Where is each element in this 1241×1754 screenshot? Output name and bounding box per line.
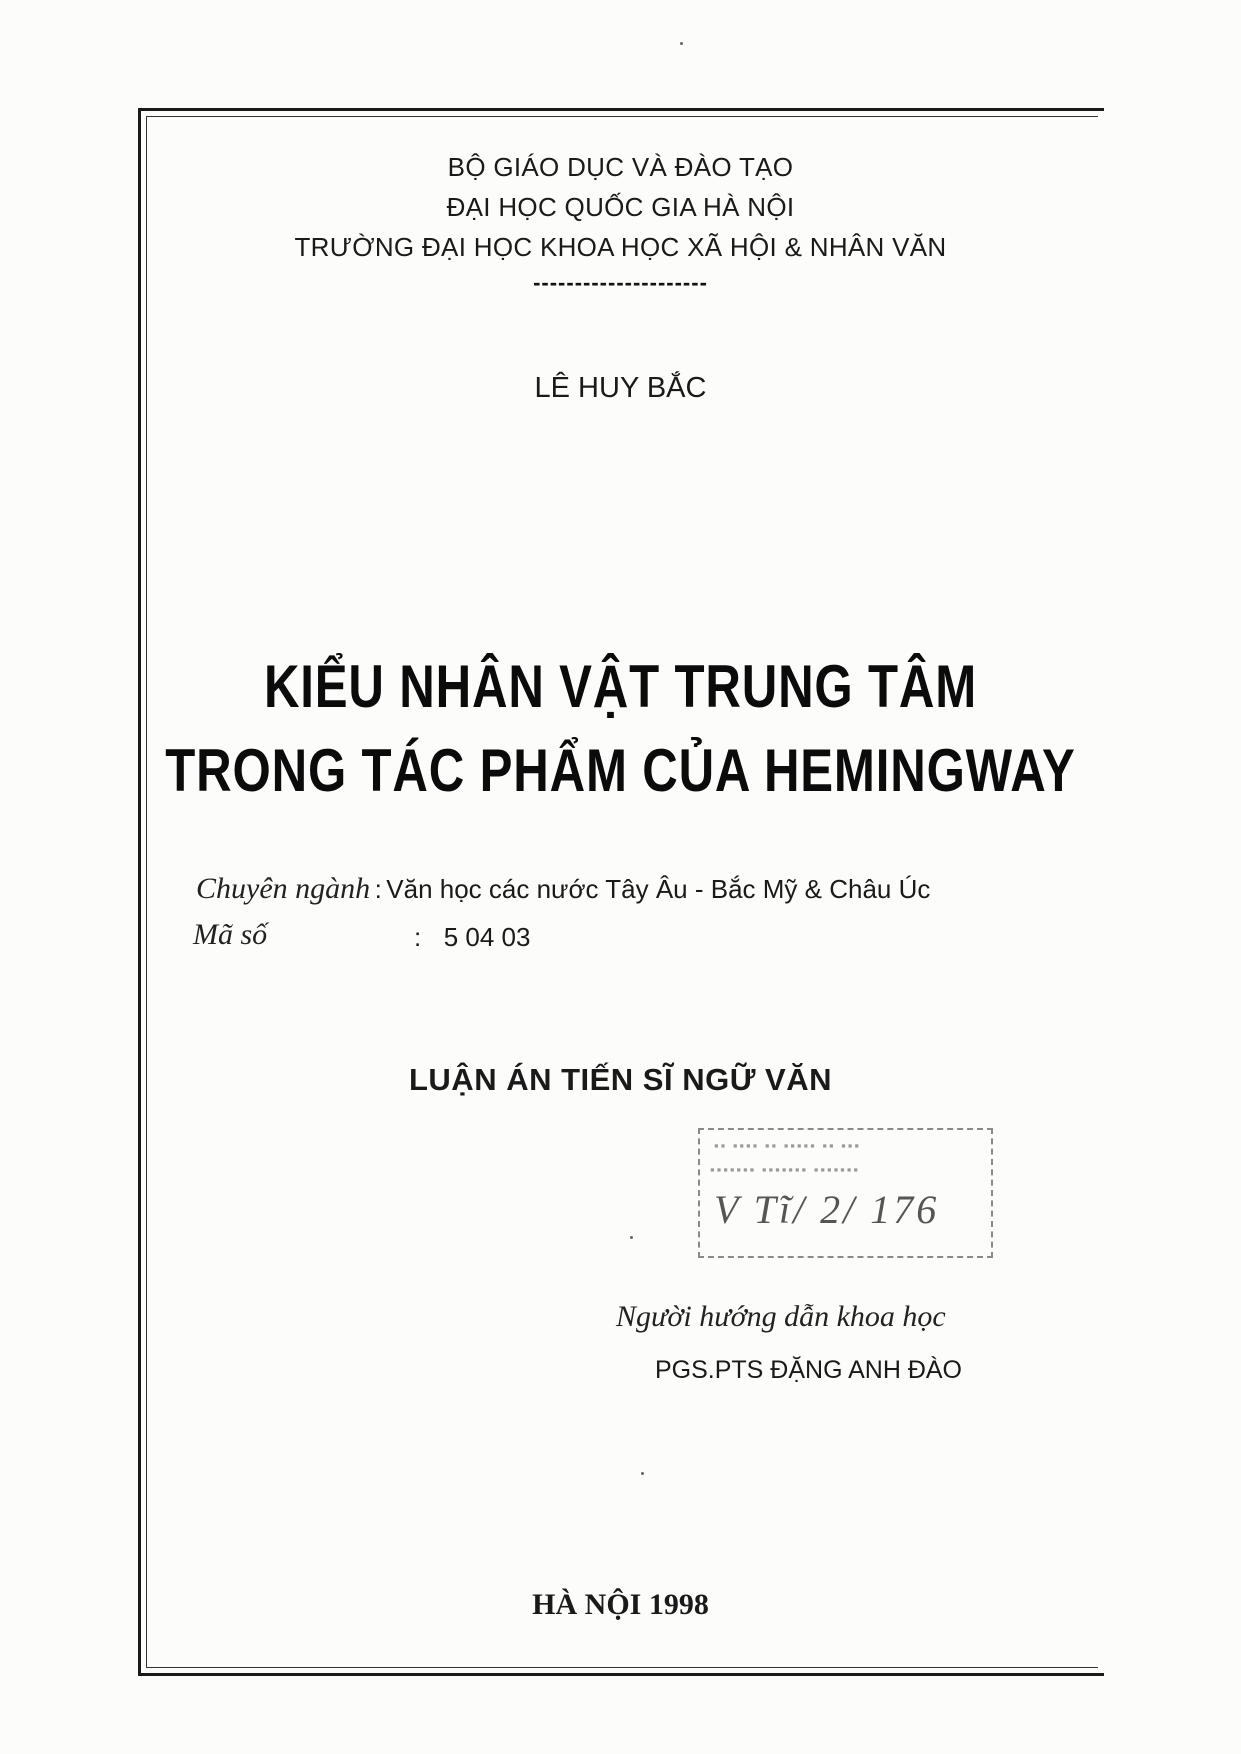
library-stamp <box>698 1128 993 1258</box>
code-label: Mã số <box>193 918 268 951</box>
university-heading: ĐẠI HỌC QUỐC GIA HÀ NỘI <box>446 192 795 222</box>
major-separator: : <box>374 874 382 904</box>
thesis-title-line2: TRONG TÁC PHẨM CỦA HEMINGWAY <box>165 737 1076 804</box>
header-separator: --------------------- <box>533 270 708 295</box>
advisor-name: PGS.PTS ĐẶNG ANH ĐÀO <box>655 1356 963 1384</box>
place-and-year: HÀ NỘI 1998 <box>532 1588 709 1621</box>
major-row <box>196 872 930 906</box>
degree-title: LUẬN ÁN TIẾN SĨ NGỮ VĂN <box>408 1062 832 1097</box>
major-label: Chuyên ngành <box>196 872 371 905</box>
major-value: Văn học các nước Tây Âu - Bắc Mỹ & Châu Úc <box>386 874 931 904</box>
stamp-faded-line: ▪▪▪▪▪▪▪ ▪▪▪▪▪▪▪ ▪▪▪▪▪▪▪ <box>710 1162 860 1177</box>
thesis-title-line1: KIỂU NHÂN VẬT TRUNG TÂM <box>263 653 978 720</box>
author-name: LÊ HUY BẮC <box>534 372 707 404</box>
ministry-heading: BỘ GIÁO DỤC VÀ ĐÀO TẠO <box>447 152 794 182</box>
code-value: 5 04 03 <box>443 922 531 952</box>
scan-speck <box>680 42 683 45</box>
stamp-handwritten-number: V Tĩ/ 2/ 176 <box>714 1187 940 1232</box>
code-value-row <box>414 922 530 953</box>
advisor-label: Người hướng dẫn khoa học <box>616 1300 946 1333</box>
scan-speck <box>641 1472 644 1475</box>
stamp-faded-line: ▪▪ ▪▪▪▪ ▪▪ ▪▪▪▪▪ ▪▪ ▪▪▪ <box>714 1138 862 1153</box>
code-separator: : <box>414 922 422 952</box>
scan-speck <box>630 1236 633 1239</box>
code-row <box>193 918 267 952</box>
school-heading: TRƯỜNG ĐẠI HỌC KHOA HỌC XÃ HỘI & NHÂN VĂN <box>294 232 947 262</box>
